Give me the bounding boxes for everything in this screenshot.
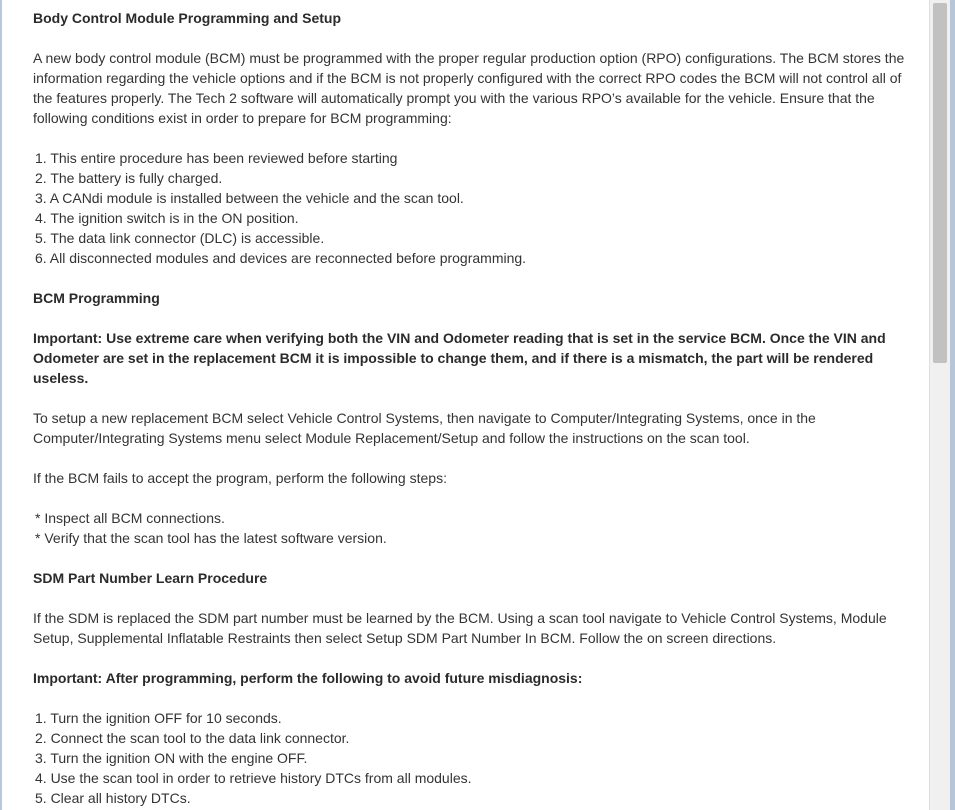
list-item: 6. All disconnected modules and devices are reconnected before programming. bbox=[35, 250, 527, 266]
list-item: 1. This entire procedure has been reviewed before starting bbox=[35, 150, 398, 166]
window-edge bbox=[950, 0, 955, 810]
list-item: 4. Use the scan tool in order to retrieve history DTCs from all modules. bbox=[35, 770, 472, 786]
bcm-conditions-list bbox=[33, 148, 919, 268]
section-title-sdm: SDM Part Number Learn Procedure bbox=[33, 570, 268, 586]
document-pane bbox=[2, 0, 929, 810]
list-item: 4. The ignition switch is in the ON position. bbox=[35, 210, 299, 226]
sdm-steps-list bbox=[33, 708, 919, 808]
list-item: 1. Turn the ignition OFF for 10 seconds. bbox=[35, 710, 282, 726]
list-item: 5. Clear all history DTCs. bbox=[35, 790, 191, 806]
section-title-bcm-programming: BCM Programming bbox=[33, 290, 160, 306]
list-item: 2. Connect the scan tool to the data link connector. bbox=[35, 730, 350, 746]
vertical-scrollbar[interactable] bbox=[929, 0, 950, 810]
sdm-text: If the SDM is replaced the SDM part number must be learned by the BCM. Using a scan tool navigate to Vehicle Control Systems, Module Setup, Supplemental Inflatable Restraints then select Setup SDM Part Number In BCM. Follow the on screen directions. bbox=[33, 610, 887, 646]
list-item: 5. The data link connector (DLC) is accessible. bbox=[35, 230, 325, 246]
bcm-setup-instructions: To setup a new replacement BCM select Vehicle Control Systems, then navigate to Computer/Integrating Systems, once in the Computer/Integrating Systems menu select Module Replacement/Setup and follow the instructions on the scan tool. bbox=[33, 410, 816, 446]
document-content bbox=[33, 8, 919, 808]
bcm-fail-text: If the BCM fails to accept the program, perform the following steps: bbox=[33, 470, 447, 486]
bcm-important-note: Important: Use extreme care when verifying both the VIN and Odometer reading that is set in the service BCM. Once the VIN and Odometer are set in the replacement BCM it is impossible to change them, and if there is a mismatch, the part will be rendered useless. bbox=[33, 330, 886, 386]
bcm-fail-steps bbox=[33, 508, 919, 548]
list-item: * Verify that the scan tool has the latest software version. bbox=[35, 530, 387, 546]
list-item: 3. A CANdi module is installed between the vehicle and the scan tool. bbox=[35, 190, 464, 206]
list-item: * Inspect all BCM connections. bbox=[35, 510, 225, 526]
section-title-bcm-setup: Body Control Module Programming and Setup bbox=[33, 10, 341, 26]
scrollbar-thumb[interactable] bbox=[933, 3, 947, 363]
sdm-important-note: Important: After programming, perform the following to avoid future misdiagnosis: bbox=[33, 670, 583, 686]
list-item: 2. The battery is fully charged. bbox=[35, 170, 223, 186]
list-item: 3. Turn the ignition ON with the engine OFF. bbox=[35, 750, 308, 766]
bcm-setup-intro: A new body control module (BCM) must be programmed with the proper regular production option (RPO) configurations. The BCM stores the information regarding the vehicle options and if the BCM is not properly configured with the correct RPO codes the BCM will not control all of the features properly. The Tech 2 software will automatically prompt you with the various RPO’s available for the vehicle. Ensure that the following conditions exist in order to prepare for BCM programming: bbox=[33, 50, 905, 126]
